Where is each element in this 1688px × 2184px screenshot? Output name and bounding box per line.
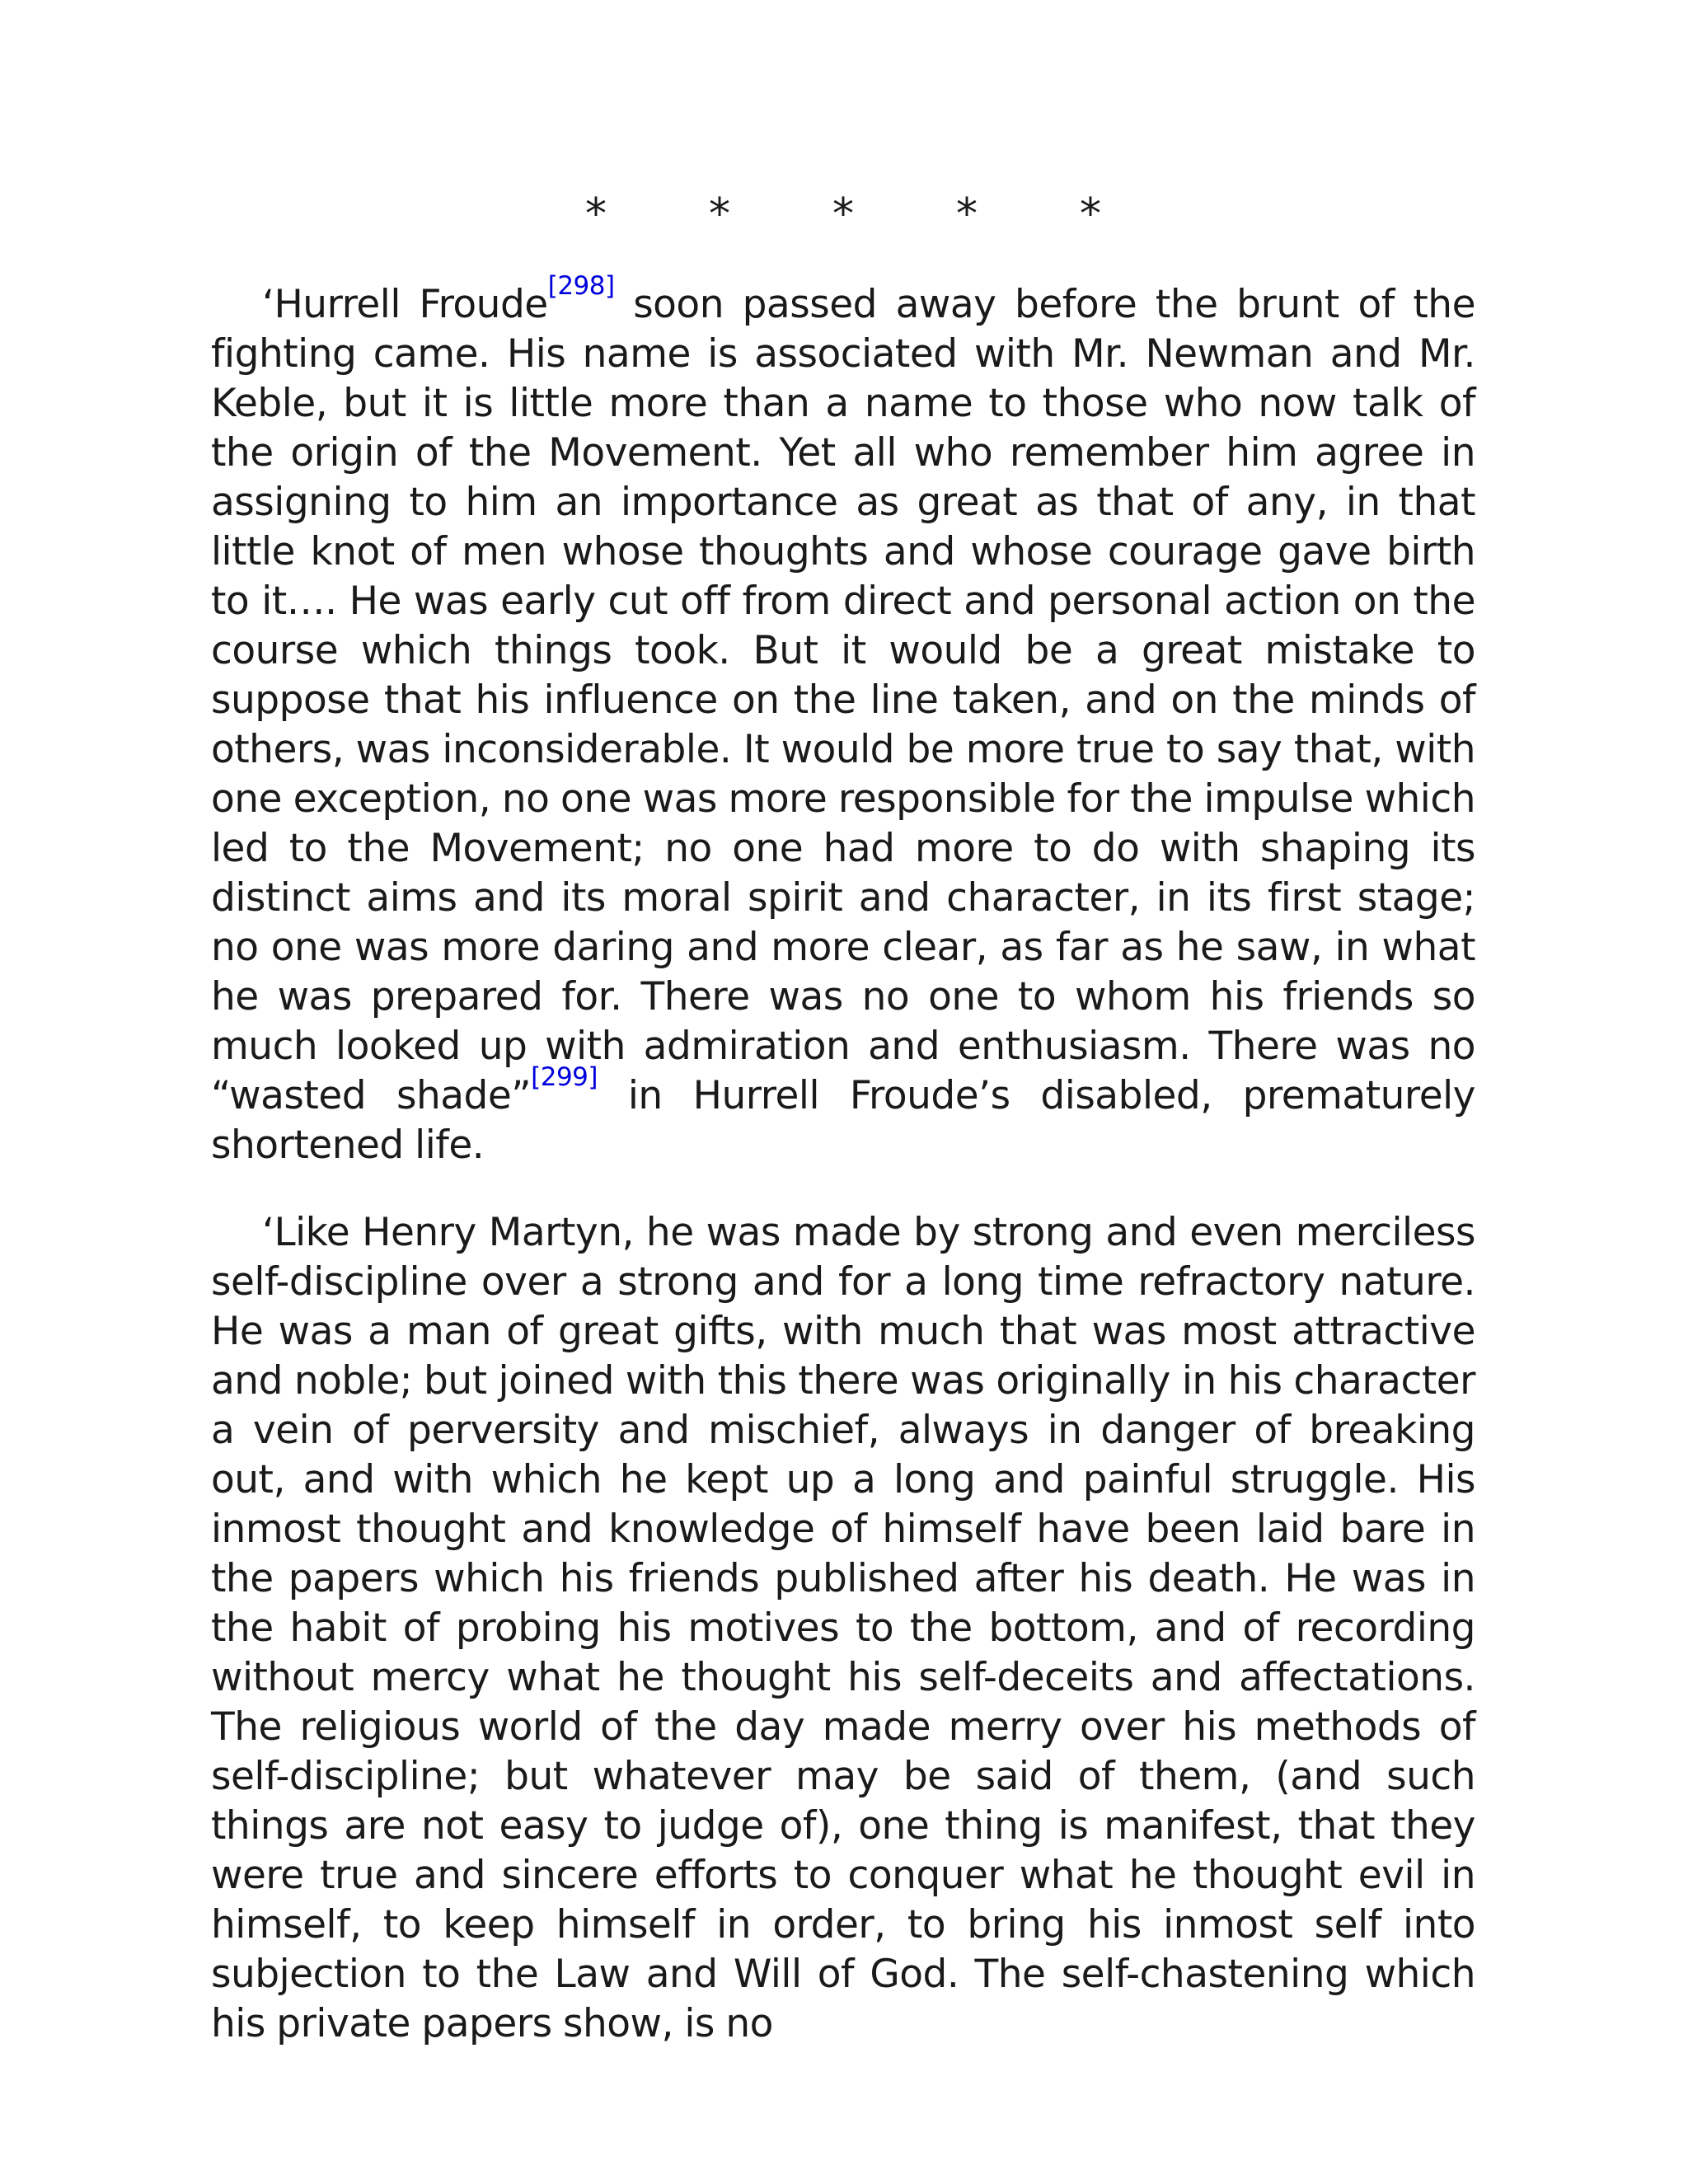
separator-star: *	[832, 190, 854, 239]
paragraph-text: in Hurrell Froude’s disabled, prematurely shortened life.	[211, 1073, 1475, 1168]
separator-star: *	[585, 190, 607, 239]
paragraph-text: ‘Like Henry Martyn, he was made by strong and even merciless self-discipline over a strong and for a long time refractory nature. He was a man of great gifts, with much that was most attractive and noble; but joined with this there was originally in his character a vein of perversity and mischief, always in danger of breaking out, and with which he kept up a long and painful struggle. His inmost thought and knowledge of himself have been laid bare in the papers which his friends published after his death. He was in the habit of probing his motives to the bottom, and of recording without mercy what he thought his self-deceits and affectations. The religious world of the day made merry over his methods of self-discipline; but whatever may be said of them, (and such things are not easy to judge of), one thing is manifest, that they were true and sincere efforts to conquer what he thought evil in himself, to keep himself in order, to bring his inmost self into subjection to the Law and Will of God. The self-chastening which his private papers show, is no	[211, 1210, 1475, 2046]
paragraph-text: soon passed away before the brunt of the fighting came. His name is associated with Mr. Newman and Mr. Keble, but it is little more than a name to those who now talk of the origin of the Movement. Yet all who remember him agree in assigning to him an importance as great as that of any, in that little knot of men whose thoughts and whose courage gave birth to it…. He was early cut off from direct and personal action on the course which things took. But it would be a great mistake to suppose that his influence on the line taken, and on the minds of others, was inconsiderable. It would be more true to say that, with one exception, no one was more responsible for the impulse which led to the Movement; no one had more to do with shaping its distinct aims and its moral spirit and character, in its first stage; no one was more daring and more clear, as far as he saw, in what he was prepared for. There was no one to whom his friends so much looked up with admiration and enthusiasm. There was no “wasted shade”	[211, 282, 1476, 1118]
footnote-link-298[interactable]: [298]	[547, 271, 615, 302]
separator-star: *	[709, 190, 730, 239]
page-content	[211, 190, 1475, 2087]
paragraph-henry-martyn	[211, 1208, 1475, 2049]
paragraph-text: ‘Hurrell Froude	[262, 282, 548, 327]
separator-star: *	[1080, 190, 1101, 239]
footnote-link-299[interactable]: [299]	[531, 1062, 598, 1093]
separator-star: *	[956, 190, 978, 239]
section-separator	[211, 190, 1475, 239]
paragraph-hurrell-froude	[211, 271, 1476, 1170]
